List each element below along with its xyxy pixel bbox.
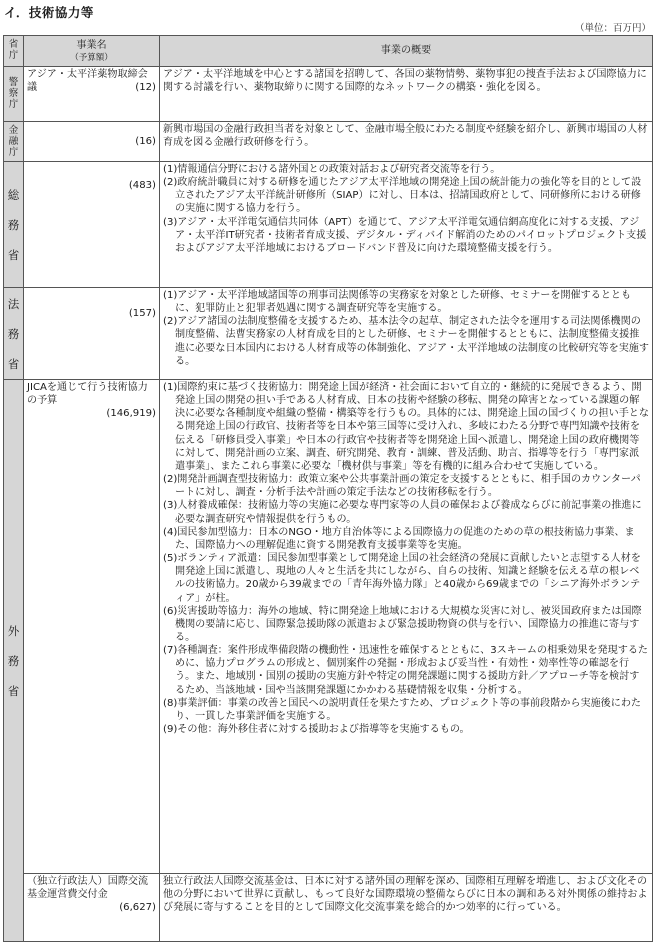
project-cell bbox=[24, 288, 160, 380]
table-header-row bbox=[4, 36, 653, 67]
ministry-name: 警 察 庁 bbox=[8, 77, 19, 111]
technical-cooperation-table bbox=[3, 35, 653, 942]
overview-text: 独立行政法人国際交流基金は、日本に対する諸外国の理解を深め、国際相互理解を増進し、および文化その他の分野において世界に貢献し、もって良好な国際環境の整備ならびに日本の調和ある対外関係の維持および発展に寄与することを目的として国際文化交流事業を総合的かつ効率的に行っている。 bbox=[163, 876, 648, 914]
header-ministry bbox=[4, 36, 24, 67]
overview-cell bbox=[160, 288, 653, 380]
project-amount: (146,919) bbox=[106, 408, 156, 420]
overview-cell bbox=[160, 380, 653, 874]
project-name: JICAを通じて行う技術協力の予算 bbox=[27, 382, 148, 407]
page-title: イ．技術協力等 bbox=[4, 5, 94, 20]
project-amount: (483) bbox=[128, 180, 156, 191]
overview-cell bbox=[160, 162, 653, 288]
project-cell bbox=[24, 380, 160, 874]
project-name: アジア・太平洋薬物取締会議 bbox=[27, 69, 148, 94]
ministry-cell bbox=[4, 288, 24, 380]
overview-item: (1)アジア・太平洋地域諸国等の刑事司法関係等の実務家を対象とした研修、セミナーを開催するとともに、犯罪防止と犯罪者処遇に関する調査研究等を実施する。 bbox=[163, 290, 632, 315]
overview-cell bbox=[160, 874, 653, 942]
table-row bbox=[4, 122, 653, 162]
overview-item: (1)情報通信分野における諸外国との政策対話および研究者交流等を行う。 bbox=[163, 164, 501, 175]
ministry-cell bbox=[4, 67, 24, 122]
project-amount: (6,627) bbox=[119, 902, 156, 914]
project-cell bbox=[24, 162, 160, 288]
project-amount: (157) bbox=[128, 308, 156, 319]
ministry-cell bbox=[4, 380, 24, 942]
overview-item: (8)事業評価：事業の改善と国民への説明責任を果たすため、プロジェクト等の事前段階から実施後にわたり、一貫した事業評価を実施する。 bbox=[163, 697, 642, 722]
table-row bbox=[4, 162, 653, 288]
overview-item: (4)国民参加型協力：日本のNGO・地方自治体等による国際協力の促進のための草の根技術協力事業、また、国際協力への理解促進に資する開発教育支援事業等を実施。 bbox=[163, 526, 635, 551]
ministry-name: 法 務 省 bbox=[7, 296, 20, 371]
overview-item: (2)政府統計職員に対する研修を通じたアジア太平洋地域の開発途上国の統計能力の強化等を目的として設立されたアジア太平洋統計研修所（SIAP）に対し、日本は、招請国政府として、同研修所における研修の実施に関する協力を行う。 bbox=[163, 177, 642, 215]
ministry-name: 金 融 庁 bbox=[8, 124, 19, 158]
header-project-sub: （予算額） bbox=[70, 52, 113, 63]
overview-text: アジア・太平洋地域を中心とする諸国を招聘して、各国の薬物情勢、薬物事犯の捜査手法および国際協力に関する討議を行い、薬物取締りに関する国際的なネットワークの構築・強化を図る。 bbox=[163, 69, 647, 94]
overview-item: (3)人材養成確保：技術協力等の実施に必要な専門家等の人員の確保および養成ならびに前記事業の推進に必要な調査研究や情報提供を行うもの。 bbox=[163, 500, 642, 525]
project-cell bbox=[24, 122, 160, 162]
overview-item: (3)アジア・太平洋電気通信共同体（APT）を通じて、アジア太平洋電気通信網高度化に対する支援、アジア・太平洋IT研究者・技術者育成支援、デジタル・ディバイド解消のためのパイロットプロジェクト支援およびアジア太平洋地域におけるブロードバンド普及に向けた環境整備支援を行う。 bbox=[163, 216, 647, 254]
table-row bbox=[4, 288, 653, 380]
overview-item: (1)国際約束に基づく技術協力：開発途上国が経済・社会面において自立的・継続的に発展できるよう、開発途上国の開発の担い手である人材育成、日本の技術や経験の移転、開発の障害となっている課題の解決に必要な各種制度や組織の整備・構築等を行うもの。具体的には、開発途上国の国づくりの担い手となる開発途上国の行政官、技術者等を日本や第三国等に受け入れ、多岐にわたる分野で専門知識や技術を伝える「研修員受入事業」や日本の行政官や技術者等を開発途上国へ派遣し、開発途上国の政府機関等に対して、開発計画の立案、調査、研究開発、教育・訓練、普及活動、助言、指導等を行う「専門家派遣事業」、またこれら事業に必要な「機材供与事業」等を有機的に組み合わせて実施している。 bbox=[163, 382, 649, 472]
overview-item: (7)各種調査：案件形成準備段階の機動性・迅速性を確保するとともに、3スキームの相乗効果を発現するために、協力プログラムの形成と、個別案件の発掘・形成および妥当性・有効性・効率性等の確認を行う。また、地域別・国別の援助の実施方針や特定の開発課題に関する援助方針／アプローチ等を検討するため、当該地域・国や当該開発課題にかかわる基礎情報を収集・分析する。 bbox=[163, 645, 649, 696]
overview-item: (9)その他：海外移住者に対する援助および指導等を実施するもの。 bbox=[163, 724, 470, 736]
project-cell bbox=[24, 67, 160, 122]
ministry-name: 外 務 省 bbox=[7, 623, 20, 698]
table-row bbox=[4, 380, 653, 874]
table-row bbox=[4, 874, 653, 942]
project-name: （独立行政法人）国際交流基金運営費交付金 bbox=[27, 876, 149, 901]
project-cell bbox=[24, 874, 160, 942]
overview-item: (6)災害援助等協力：海外の地域、特に開発途上地域における大規模な災害に対し、被災国政府または国際機関の要請に応じ、国際緊急援助隊の派遣および緊急援助物資の供与を行い、国際協力の推進に寄与する。 bbox=[163, 605, 642, 643]
header-project bbox=[24, 36, 160, 67]
ministry-cell bbox=[4, 162, 24, 288]
ministry-cell bbox=[4, 122, 24, 162]
overview-text: 新興市場国の金融行政担当者を対象として、金融市場全般にわたる制度や経験を紹介し、新興市場国の人材育成を図る金融行政研修を行う。 bbox=[163, 124, 648, 149]
project-amount: (12) bbox=[135, 82, 156, 94]
overview-cell bbox=[160, 122, 653, 162]
overview-cell bbox=[160, 67, 653, 122]
ministry-name: 総 務 省 bbox=[7, 187, 20, 262]
header-project-label: 事業名 bbox=[76, 40, 107, 52]
unit-label: （単位：百万円） bbox=[574, 23, 651, 34]
header-ministry-text: 省 庁 bbox=[8, 39, 19, 62]
overview-item: (2)開発計画調査型技術協力：政策立案や公共事業計画の策定を支援するとともに、相手国のカウンターパートに対し、調査・分析手法や計画の策定手法などの技術移転を行う。 bbox=[163, 474, 641, 499]
table-row bbox=[4, 67, 653, 122]
project-amount: (16) bbox=[135, 135, 156, 147]
overview-item: (2)アジア諸国の法制度整備を支援するため、基本法令の起草、制定された法令を運用する司法関係機関の制度整備、法曹実務家の人材育成を目的とした研修、セミナーを開催するとともに、法制度整備支援推進に必要な日本国内における人材育成等の体制強化、アジア・太平洋地域の法制度の比較研究等を実施する。 bbox=[163, 316, 649, 367]
overview-item: (5)ボランティア派遣：国民参加型事業として開発途上国の社会経済の発展に貢献したいと志望する人材を開発途上国に派遣し、現地の人々と生活を共にしながら、自らの技術、知識と経験を伝える草の根レベルの技術協力。20歳から39歳までの「青年海外協力隊」と40歳から69歳までの「シニア海外ボランティア」が柱。 bbox=[163, 553, 641, 604]
header-overview: 事業の概要 bbox=[160, 36, 653, 67]
